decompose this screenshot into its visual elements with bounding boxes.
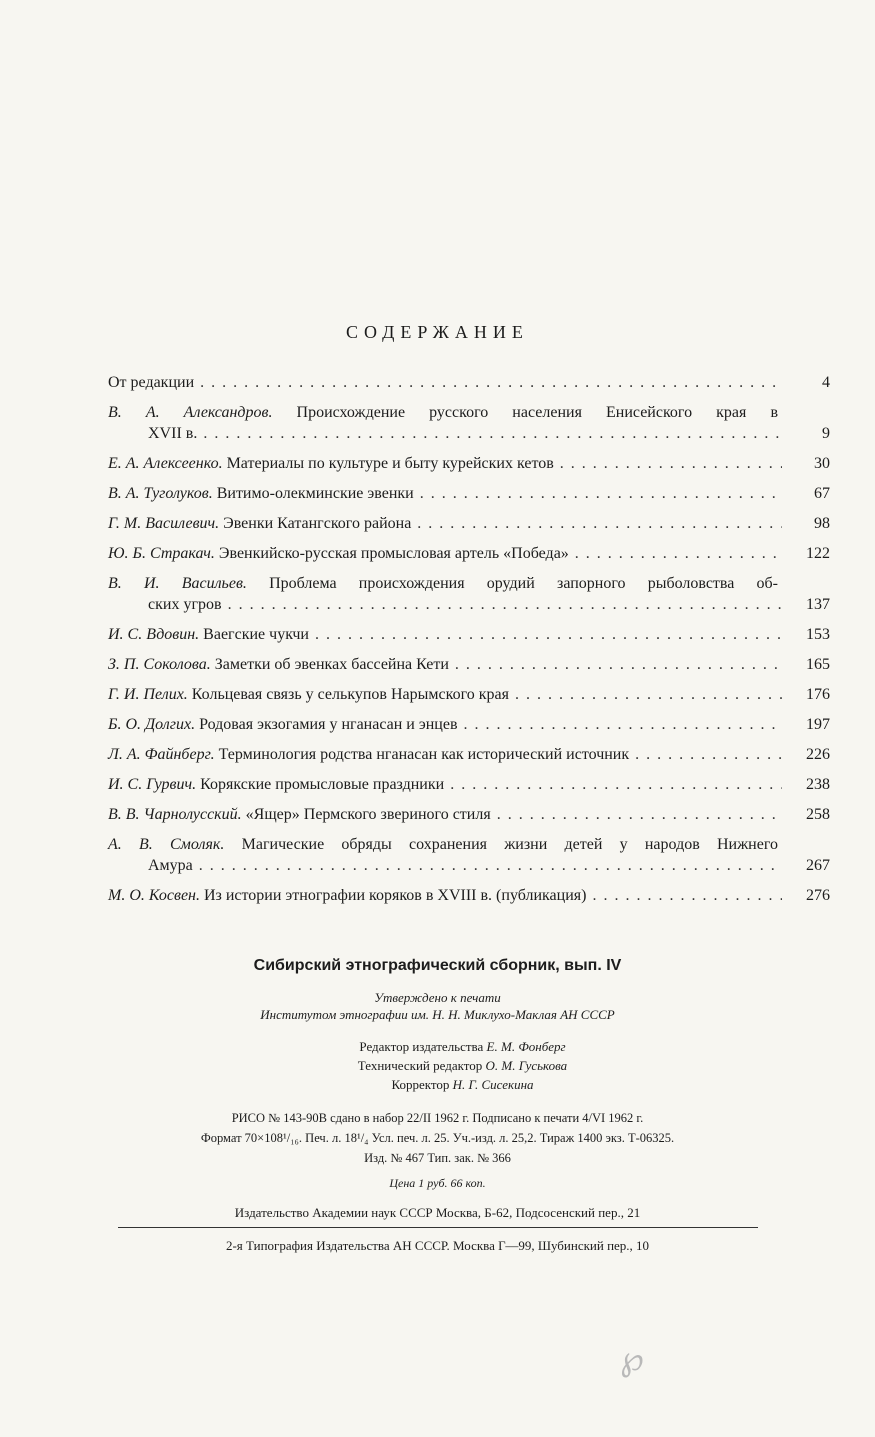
toc-entry (108, 654, 830, 675)
toc-page-number: 30 (814, 455, 830, 472)
toc-page-number: 137 (806, 596, 830, 613)
dot-leader (315, 624, 782, 645)
toc-title: Происхождение русского населения Енисейского края в (296, 404, 778, 421)
proofreader-name: Н. Г. Сисекина (452, 1077, 534, 1092)
toc-author: Г. И. Пелих. (108, 686, 188, 703)
toc-author: В. В. Чарнолусский. (108, 806, 242, 823)
series-title: Сибирский этнографический сборник, вып. IV (253, 957, 622, 974)
toc-title: Амура (148, 857, 193, 874)
toc-title: Терминология родства нганасан как исторический источник (218, 746, 630, 763)
toc-author: Г. М. Василевич. (108, 515, 220, 532)
toc-title: Из истории этнографии коряков в XVIII в. (публикация) (203, 887, 587, 904)
toc-title: «Ящер» Пермского звериного стиля (245, 806, 491, 823)
toc-page-number: 4 (822, 374, 830, 391)
dot-leader (575, 543, 782, 564)
toc-author: В. А. Александров. (108, 404, 273, 421)
toc-entry (108, 573, 830, 615)
toc-heading: СОДЕРЖАНИЕ (346, 322, 529, 342)
toc-author: З. П. Соколова. (108, 656, 211, 673)
toc-entry (108, 774, 830, 795)
proofreader-credit (50, 1075, 875, 1094)
printer-line: 2-я Типография Издательства АН СССР. Москва Г—99, Шубинский пер., 10 (225, 1238, 650, 1253)
toc-entry (108, 483, 830, 504)
toc-entry-line (108, 714, 830, 735)
toc-page-number: 165 (806, 656, 830, 673)
toc-entry-line (108, 684, 830, 705)
toc-entry (108, 684, 830, 705)
table-of-contents (108, 372, 830, 915)
tech-editor-credit (50, 1056, 875, 1075)
toc-title: Витимо-олекминские эвенки (216, 485, 414, 502)
toc-entry-line (108, 402, 830, 423)
toc-entry-line (108, 573, 830, 594)
toc-entry-line (108, 834, 830, 855)
toc-title: Проблема происхождения орудий запорного рыболовства об- (269, 575, 779, 592)
toc-entry-line (108, 804, 830, 825)
toc-page-number: 238 (806, 776, 830, 793)
toc-page-number: 176 (806, 686, 830, 703)
dot-leader (228, 594, 782, 615)
toc-entry-line (108, 483, 830, 504)
toc-entry (108, 744, 830, 765)
editor-credit (50, 1037, 875, 1056)
imprint-block (0, 957, 875, 1254)
toc-entry (108, 804, 830, 825)
toc-entry (108, 714, 830, 735)
toc-page-number: 226 (806, 746, 830, 763)
dot-leader (497, 804, 782, 825)
toc-entry-line (108, 594, 830, 615)
toc-title: Материалы по культуре и быту курейских кетов (226, 455, 554, 472)
toc-title: Корякские промысловые праздники (200, 776, 445, 793)
toc-title: XVII в. (148, 425, 198, 442)
print-line-1: РИСО № 143-90В сдано в набор 22/II 1962 г. Подписано к печати 4/VI 1962 г. (231, 1111, 644, 1125)
toc-page-number: 153 (806, 626, 830, 643)
dot-leader (203, 423, 782, 444)
toc-entry (108, 624, 830, 645)
tech-editor-label: Технический редактор (357, 1058, 483, 1073)
dot-leader (450, 774, 782, 795)
toc-title: Заметки об эвенках бассейна Кети (214, 656, 449, 673)
dot-leader (200, 372, 782, 393)
dot-leader (455, 654, 782, 675)
toc-entry (108, 885, 830, 906)
tech-editor-name: О. М. Гуськова (485, 1058, 568, 1073)
toc-author: Л. А. Файнберг. (108, 746, 215, 763)
toc-title: ских угров (148, 596, 222, 613)
credits (0, 1037, 875, 1094)
toc-entry (108, 513, 830, 534)
toc-title: Магические обряды сохранения жизни детей у народов Нижнего (241, 836, 779, 853)
approval-line-2: Институтом этнографии им. Н. Н. Миклухо-Маклая АН СССР (260, 1007, 615, 1022)
dot-leader (420, 483, 782, 504)
dot-leader (515, 684, 782, 705)
toc-author: И. С. Вдовин. (108, 626, 200, 643)
toc-author: И. С. Гурвич. (108, 776, 197, 793)
toc-entry-line (108, 624, 830, 645)
dot-leader (592, 885, 782, 906)
approval-note (0, 989, 875, 1023)
toc-author: М. О. Косвен. (108, 887, 200, 904)
library-stamp-icon: ℘ (620, 1341, 644, 1378)
dot-leader (464, 714, 782, 735)
print-line-3: Изд. № 467 Тип. зак. № 366 (364, 1151, 511, 1165)
toc-page-number: 267 (806, 857, 830, 874)
toc-entry-line (108, 855, 830, 876)
publisher-line: Издательство Академии наук СССР Москва, Б-62, Подсосенский пер., 21 (234, 1205, 641, 1220)
toc-title: От редакции (108, 374, 195, 391)
toc-page-number: 197 (806, 716, 830, 733)
toc-entry-line (108, 372, 830, 393)
toc-entry (108, 402, 830, 444)
toc-entry-line (108, 654, 830, 675)
print-line-2: Формат 70×108¹/₁₆. Печ. л. 18¹/₄ Усл. печ. л. 25. Уч.-изд. л. 25,2. Тираж 1400 экз. Т-06325. (200, 1131, 675, 1145)
toc-author: А. В. Смоляк. (108, 836, 225, 853)
divider-rule (118, 1227, 758, 1228)
toc-author: В. И. Васильев. (108, 575, 247, 592)
price: Цена 1 руб. 66 коп. (389, 1176, 486, 1190)
toc-page-number: 258 (806, 806, 830, 823)
toc-entry (108, 543, 830, 564)
approval-line-1: Утверждено к печати (374, 990, 501, 1005)
toc-entry-line (108, 453, 830, 474)
toc-page-number: 67 (814, 485, 830, 502)
toc-entry-line (108, 423, 830, 444)
proofreader-label: Корректор (391, 1077, 450, 1092)
toc-page-number: 276 (806, 887, 830, 904)
toc-entry-line (108, 744, 830, 765)
toc-entry-line (108, 774, 830, 795)
toc-page-number: 98 (814, 515, 830, 532)
editor-name: Е. М. Фонберг (486, 1039, 566, 1054)
toc-entry (108, 834, 830, 876)
toc-title: Родовая экзогамия у нганасан и энцев (199, 716, 458, 733)
toc-author: Ю. Б. Стракач. (108, 545, 215, 562)
toc-title: Кольцевая связь у селькупов Нарымского края (191, 686, 509, 703)
dot-leader (417, 513, 782, 534)
toc-page-number: 122 (806, 545, 830, 562)
toc-title: Эвенкийско-русская промысловая артель «Победа» (218, 545, 569, 562)
toc-author: В. А. Туголуков. (108, 485, 213, 502)
toc-entry-line (108, 513, 830, 534)
toc-entry (108, 453, 830, 474)
toc-page-number: 9 (822, 425, 830, 442)
dot-leader (635, 744, 782, 765)
dot-leader (560, 453, 782, 474)
toc-title: Эвенки Катангского района (223, 515, 412, 532)
editor-label: Редактор издательства (359, 1039, 484, 1054)
toc-author: Е. А. Алексеенко. (108, 455, 223, 472)
dot-leader (199, 855, 782, 876)
toc-entry-line (108, 885, 830, 906)
print-data (0, 1108, 875, 1168)
toc-author: Б. О. Долгих. (108, 716, 196, 733)
toc-entry-line (108, 543, 830, 564)
toc-title: Ваегские чукчи (203, 626, 309, 643)
toc-entry (108, 372, 830, 393)
